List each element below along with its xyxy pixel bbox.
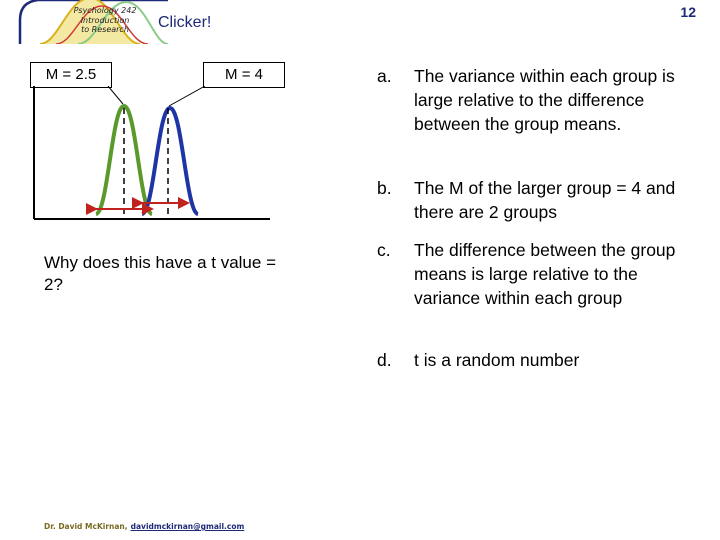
answer-text: t is a random number xyxy=(414,350,580,370)
slide-title: Clicker! xyxy=(158,14,212,31)
right-distribution-curve xyxy=(142,108,198,214)
answer-option-c[interactable] xyxy=(377,238,697,310)
answer-text: The difference between the group means is large relative to the variance within each group xyxy=(414,240,676,308)
answer-letter: a. xyxy=(377,66,392,86)
answer-option-b[interactable] xyxy=(377,176,697,224)
mean-left-label: M = 2.5 xyxy=(30,62,112,88)
answer-text: The M of the larger group = 4 and there are 2 groups xyxy=(414,178,676,222)
course-logo xyxy=(18,0,168,44)
course-name-line1: Psychology 242 xyxy=(73,6,137,15)
answer-letter: b. xyxy=(377,178,392,198)
question-text: Why does this have a t value = 2? xyxy=(44,253,276,294)
distribution-diagram xyxy=(30,86,270,226)
author-name: Dr. David McKirnan, xyxy=(44,522,128,531)
page-number: 12 xyxy=(680,4,696,20)
course-name-line2: Introduction xyxy=(80,16,130,25)
pointer-right xyxy=(169,86,205,106)
mean-right-label: M = 4 xyxy=(203,62,285,88)
answer-option-d[interactable] xyxy=(377,348,697,372)
answer-letter: c. xyxy=(377,240,391,260)
course-name-line3: to Research xyxy=(81,25,129,34)
answer-option-a[interactable] xyxy=(377,64,697,136)
pointer-left xyxy=(108,86,123,104)
answer-letter: d. xyxy=(377,350,392,370)
footer xyxy=(44,522,244,531)
author-email-link[interactable]: davidmckirnan@gmail.com xyxy=(130,522,245,531)
answer-text: The variance within each group is large relative to the difference between the group means. xyxy=(414,66,675,134)
